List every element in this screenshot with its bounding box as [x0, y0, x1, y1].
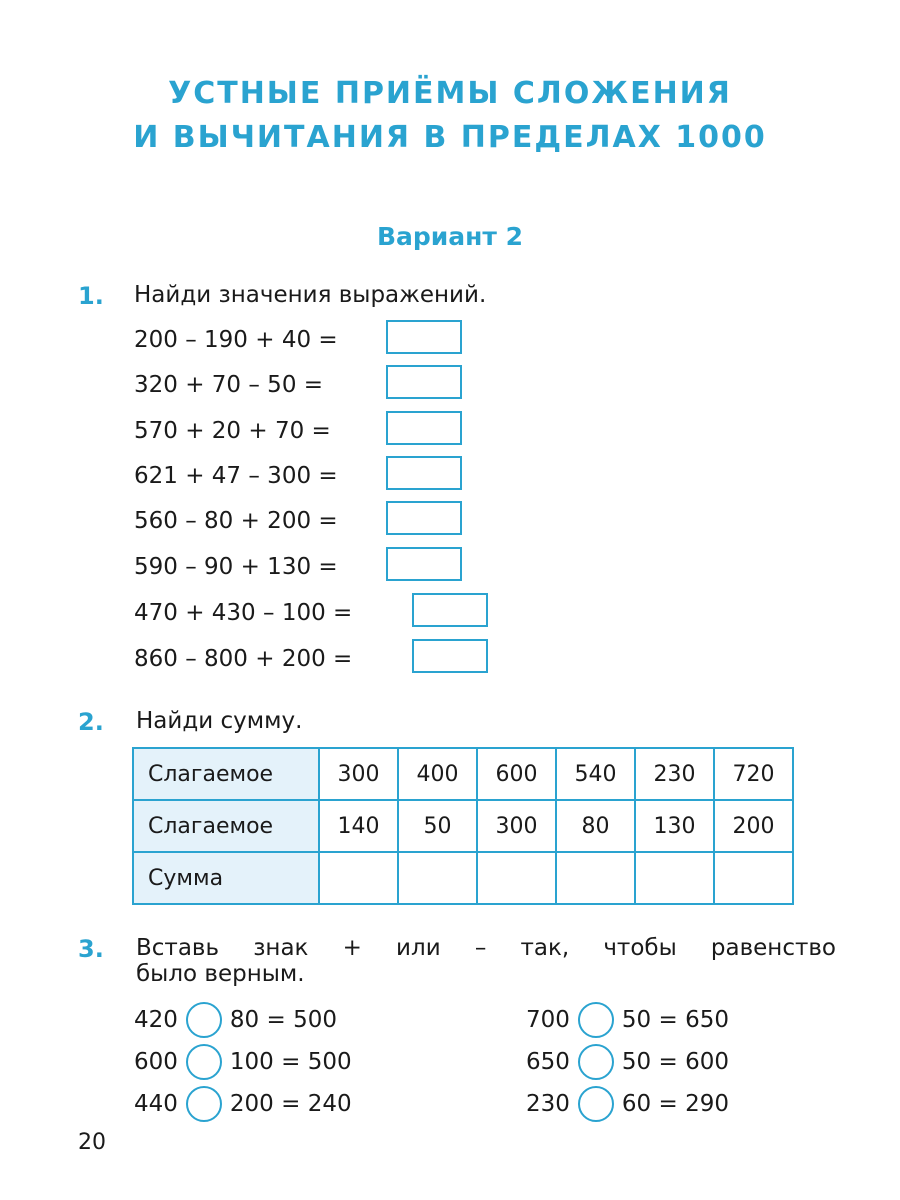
sign-circle[interactable] [186, 1086, 222, 1122]
equation-term: 420 [134, 1007, 178, 1033]
task1-instruction: Найди значения выражений. [134, 282, 487, 308]
expression-5: 560 – 80 + 200 = [134, 508, 338, 534]
answer-box-5[interactable] [386, 501, 462, 535]
answer-box-8[interactable] [412, 639, 488, 673]
sign-circle[interactable] [578, 1044, 614, 1080]
equation-rest: 50 = 600 [621, 1049, 729, 1075]
equation-term: 700 [526, 1007, 570, 1033]
task2-instruction: Найди сумму. [136, 708, 303, 734]
table-row-addend-1 [133, 748, 793, 800]
equation-rest: 100 = 500 [229, 1049, 352, 1075]
table-cell: 140 [319, 800, 398, 852]
equation-term: 440 [134, 1091, 178, 1117]
expression-7: 470 + 430 – 100 = [134, 600, 353, 626]
minus-sign: – [474, 935, 487, 961]
table-cell: 600 [477, 748, 556, 800]
word: так, [520, 935, 570, 961]
expression-8: 860 – 800 + 200 = [134, 646, 353, 672]
table-cell: 400 [398, 748, 477, 800]
word: равенство [710, 935, 836, 961]
page-number: 20 [78, 1130, 106, 1155]
word: или [396, 935, 441, 961]
answer-box-4[interactable] [386, 456, 462, 490]
task3-instruction-line-1 [136, 935, 836, 961]
plus-sign: + [342, 935, 362, 961]
table-cell: 300 [477, 800, 556, 852]
equation-term: 600 [134, 1049, 178, 1075]
task2-number: 2. [78, 708, 104, 736]
expression-2: 320 + 70 – 50 = [134, 372, 324, 398]
table-cell: 50 [398, 800, 477, 852]
table-row-addend-2 [133, 800, 793, 852]
word: чтобы [603, 935, 677, 961]
variant-heading: Вариант 2 [376, 222, 524, 251]
row-label: Слагаемое [133, 800, 319, 852]
equation-right-2 [526, 1044, 729, 1080]
table-cell: 200 [714, 800, 793, 852]
answer-box-3[interactable] [386, 411, 462, 445]
title-line-1: УСТНЫЕ ПРИЁМЫ СЛОЖЕНИЯ [168, 76, 732, 111]
equation-term: 230 [526, 1091, 570, 1117]
task3-number: 3. [78, 935, 104, 963]
task3-instruction [136, 935, 836, 987]
equation-right-1 [526, 1002, 729, 1038]
sign-circle[interactable] [578, 1002, 614, 1038]
sum-answer-cell[interactable] [319, 852, 398, 904]
sum-answer-cell[interactable] [635, 852, 714, 904]
table-cell: 130 [635, 800, 714, 852]
sum-table [132, 747, 794, 905]
task1-number: 1. [78, 282, 104, 310]
equation-right-3 [526, 1086, 729, 1122]
equation-rest: 80 = 500 [229, 1007, 337, 1033]
answer-box-2[interactable] [386, 365, 462, 399]
table-cell: 230 [635, 748, 714, 800]
equation-rest: 60 = 290 [621, 1091, 729, 1117]
title-line-2: И ВЫЧИТАНИЯ В ПРЕДЕЛАХ 1000 [133, 120, 767, 155]
sum-answer-cell[interactable] [714, 852, 793, 904]
sum-answer-cell[interactable] [477, 852, 556, 904]
expression-3: 570 + 20 + 70 = [134, 418, 331, 444]
row-label: Сумма [133, 852, 319, 904]
expression-4: 621 + 47 – 300 = [134, 463, 338, 489]
equation-left-1 [134, 1002, 337, 1038]
sum-answer-cell[interactable] [556, 852, 635, 904]
task3-instruction-line-2: было верным. [136, 961, 305, 987]
sign-circle[interactable] [186, 1002, 222, 1038]
expression-1: 200 – 190 + 40 = [134, 327, 338, 353]
table-cell: 80 [556, 800, 635, 852]
sign-circle[interactable] [186, 1044, 222, 1080]
answer-box-1[interactable] [386, 320, 462, 354]
expression-6: 590 – 90 + 130 = [134, 554, 338, 580]
answer-box-6[interactable] [386, 547, 462, 581]
equation-term: 650 [526, 1049, 570, 1075]
equation-left-2 [134, 1044, 352, 1080]
sum-answer-cell[interactable] [398, 852, 477, 904]
equation-rest: 50 = 650 [621, 1007, 729, 1033]
word: Вставь [136, 935, 220, 961]
table-row-sum [133, 852, 793, 904]
table-cell: 300 [319, 748, 398, 800]
page-title [0, 72, 900, 160]
answer-box-7[interactable] [412, 593, 488, 627]
sign-circle[interactable] [578, 1086, 614, 1122]
table-cell: 720 [714, 748, 793, 800]
word: знак [253, 935, 309, 961]
row-label: Слагаемое [133, 748, 319, 800]
equation-left-3 [134, 1086, 352, 1122]
equation-rest: 200 = 240 [229, 1091, 352, 1117]
table-cell: 540 [556, 748, 635, 800]
